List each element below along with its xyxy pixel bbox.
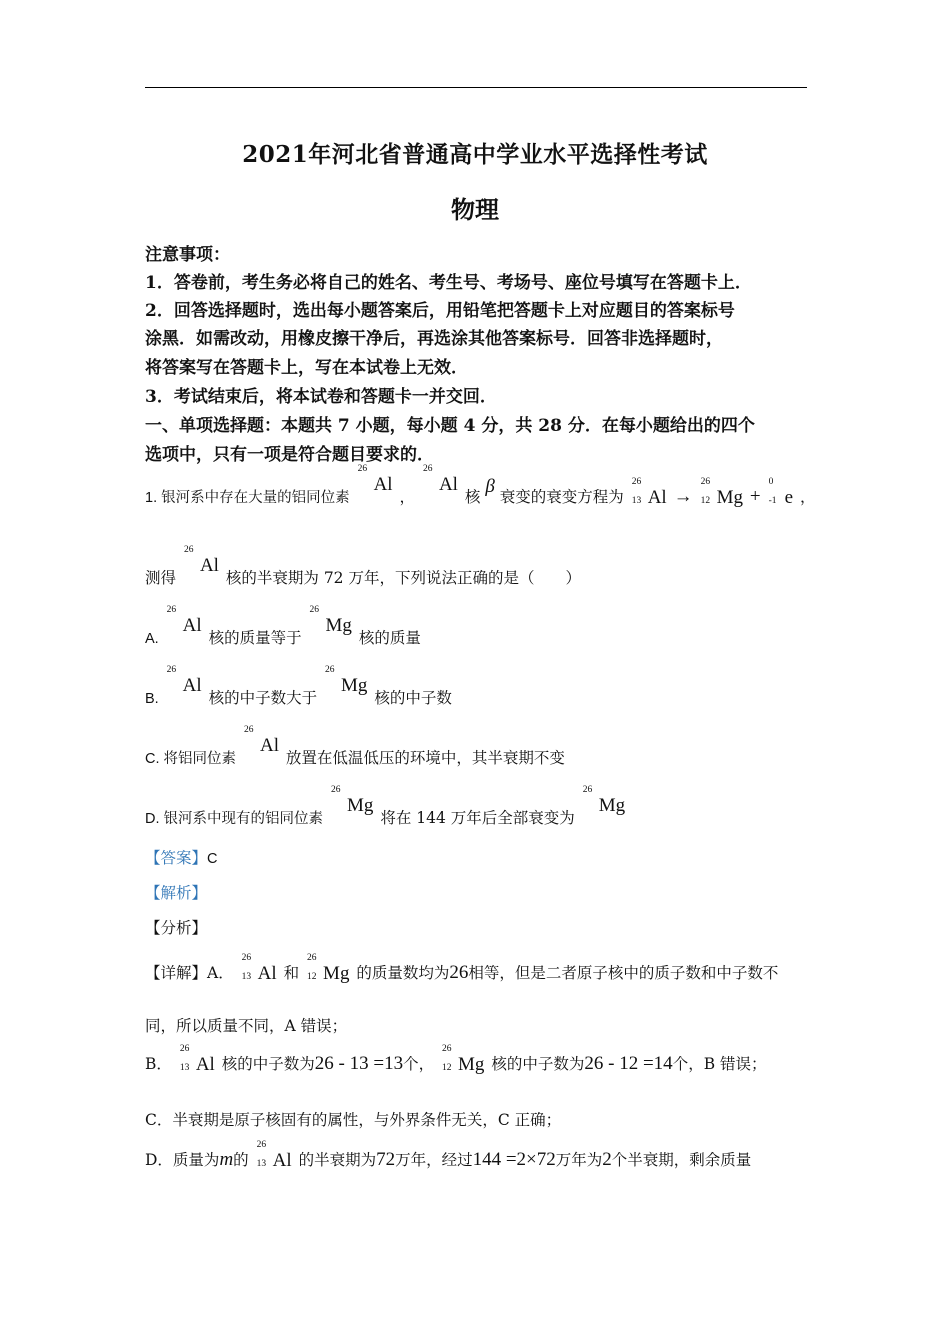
notice-item-3: 3．考试结束后，将本试卷和答题卡一并交回． [145, 387, 497, 407]
detail-d-line: D．质量为m的 26 13 Al 的半衰期为72万年，经过144 =2×72万年为2个半衰期，剩余质量 [145, 1140, 752, 1171]
detail-c-line: C．半衰期是原子核固有的属性，与外界条件无关，C 正确； [145, 1111, 562, 1129]
mg26-nuclide-full: 26 12 Mg [700, 477, 743, 508]
notice-item-2b: 涂黑．如需改动，用橡皮擦干净后，再选涂其他答案标号．回答非选择题时， [145, 329, 723, 349]
al26-nuclide: 26 Al [166, 605, 202, 636]
mg26-nuclide: 26 Mg [330, 785, 374, 816]
q1-option-d: D. 银河系中现有的铝同位素 26 Mg 将在 144 万年后全部衰变为 26 Mg [145, 785, 626, 827]
notice-item-1: 1．答卷前，考生务必将自己的姓名、考生号、考场号、座位号填写在答题卡上． [145, 273, 752, 293]
notice-item-2a: 2．回答选择题时，选出每小题答案后，用铅笔把答题卡上对应题目的答案标号 [145, 301, 735, 321]
al26-nuclide: 26 Al [166, 665, 202, 696]
mg26-nuclide: 26 Mg [309, 605, 352, 636]
al26-nuclide: 26 Al [422, 464, 458, 495]
beta-symbol: β [485, 476, 495, 497]
q1-stem-line1: 1. 银河系中存在大量的铝同位素 26 Al ， 26 Al 核 β 衰变的衰变方程为 26 13 Al → 26 12 Mg + 0 -1 e ， [145, 464, 816, 508]
mg26-nuclide: 26 Mg [325, 665, 368, 696]
al26-nuclide: 26 Al [243, 725, 279, 756]
q1-option-b: B. 26 Al 核的中子数大于 26 Mg 核的中子数 [145, 665, 452, 707]
fenxi-tag: 【分析】 [145, 919, 208, 937]
al26-nuclide-full: 26 13 Al [256, 1140, 292, 1171]
mg26-nuclide-full: 26 12 Mg [307, 953, 350, 984]
subject-title: 物理 [451, 195, 499, 224]
detail-a-line2: 同，所以质量不同，A 错误； [145, 1017, 348, 1035]
answer-tag: 【答案】 [145, 849, 208, 867]
electron-symbol: 0 -1 e [768, 477, 794, 508]
al26-nuclide-full: 26 13 Al [179, 1044, 215, 1075]
q1-stem-line2: 测得 26 Al 核的半衰期为 72 万年，下列说法正确的是（ ） [145, 545, 581, 587]
mg26-nuclide-full: 26 12 Mg [442, 1044, 485, 1075]
exam-title: 2021年河北省普通高中学业水平选择性考试 [242, 141, 708, 168]
section-heading-2: 选项中，只有一项是符合题目要求的． [145, 445, 434, 465]
mg26-nuclide: 26 Mg [582, 785, 626, 816]
al26-nuclide-full: 26 13 Al [631, 477, 667, 508]
analysis-tag: 【解析】 [145, 884, 208, 902]
al26-nuclide: 26 Al [357, 464, 393, 495]
answer-value: C [207, 851, 218, 867]
answer-line [145, 846, 218, 868]
header-rule [145, 87, 807, 88]
notice-item-2c: 将答案写在答题卡上，写在本试卷上无效． [145, 358, 468, 378]
detail-b-line: B． 26 13 Al 核的中子数为26 - 13 =13个， 26 12 Mg 核的中子数为26 - 12 =14个，B 错误； [145, 1044, 767, 1075]
al26-nuclide: 26 Al [183, 545, 219, 576]
notice-heading: 注意事项： [145, 245, 230, 265]
detail-a-line1: 【详解】A． 26 13 Al 和 26 12 Mg 的质量数均为26相等，但是二者原子核中的质子数和中子数不 [145, 953, 779, 984]
al26-nuclide-full: 26 13 Al [241, 953, 277, 984]
q1-option-c: C. 将铝同位素 26 Al 放置在低温低压的环境中，其半衰期不变 [145, 725, 565, 767]
section-heading-1: 一、单项选择题：本题共 7 小题，每小题 4 分，共 28 分．在每小题给出的四个 [145, 416, 755, 436]
q1-option-a: A. 26 Al 核的质量等于 26 Mg 核的质量 [145, 605, 421, 647]
